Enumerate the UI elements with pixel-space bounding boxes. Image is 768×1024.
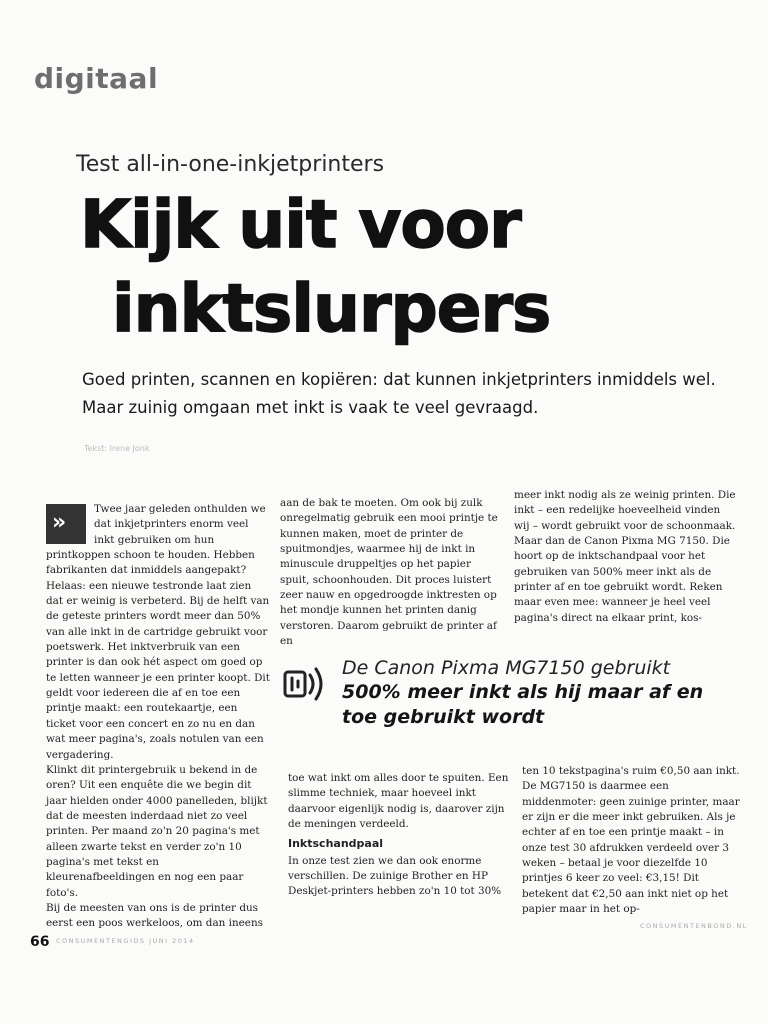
section-label: digitaal [34, 62, 159, 95]
paragraph: In onze test zien we dan ook enorme verschillen. De zuinige Brother en HP Deskjet-printers hebben zo'n 10 tot 30% [288, 854, 502, 898]
column-3-top [514, 488, 738, 626]
column-1 [46, 502, 270, 932]
paragraph: Bij de meesten van ons is de printer dus eerst een poos werkeloos, om dan ineens [46, 901, 263, 930]
footer-publication: CONSUMENTENGIDS JUNI 2014 [56, 937, 195, 945]
chevron-double-right-icon: ›› [46, 504, 86, 544]
audio-waves-icon [283, 664, 325, 704]
headline-line-2: inktslurpers [112, 270, 551, 347]
subheading: Inktschandpaal [288, 837, 384, 851]
paragraph: toe wat inkt om alles door te spuiten. Een slimme techniek, maar hoeveel inkt daarvoor eigenlijk nodig is, daarover zijn de meningen verdeeld. [288, 772, 509, 831]
pullquote-line-1: De Canon Pixma MG7150 gebruikt [342, 657, 671, 679]
column-2-top [280, 496, 502, 649]
footer-website: CONSUMENTENBOND.NL [640, 922, 748, 930]
page-number: 66 [30, 934, 50, 950]
intro-text: Goed printen, scannen en kopiëren: dat kunnen inkjetprinters inmiddels wel. Maar zuinig omgaan met inkt is vaak te veel gevraagd. [82, 370, 716, 417]
headline-line-1: Kijk uit voor [80, 186, 521, 263]
byline: Tekst: Irene Jonk [84, 444, 150, 453]
paragraph: ten 10 tekstpagina's ruim €0,50 aan inkt. De MG7150 is daarmee een middenmoter: geen zuinige printer, maar er zijn er die meer inkt gebruiken. Als je echter af en toe een printje maakt – in onze test 30 afdrukken verdeeld over 3 weken – betaal je voor diezelfde 10 printjes 6 keer zo veel: €3,15! Dit betekent dat €2,50 aan inkt niet op het papier maar in het op- [522, 765, 740, 916]
kicker: Test all-in-one-inkjetprinters [76, 152, 385, 177]
paragraph: meer inkt nodig als ze weinig printen. Die inkt – een redelijke hoeveelheid vinden wij – wordt gebruikt voor de schoonmaak. Maar dan de Canon Pixma MG 7150. Die hoort op de inktschandpaal voor het gebruiken van 500% meer inkt als de printer af en toe gebruikt wordt. Reken maar even mee: wanneer je heel veel pagina's direct na elkaar print, kos- [514, 489, 736, 624]
paragraph: Twee jaar geleden onthulden we dat inkjetprinters enorm veel inkt gebruiken om hun printkoppen schoon te houden. Hebben fabrikanten dat inmiddels aangepakt? Helaas: een nieuwe testronde laat zien dat er weinig is verbeterd. Bij de helft van de geteste printers wordt meer dan 50% van alle inkt in de cartridge gebruikt voor poetswerk. Het inktverbruik van een printer is dan ook hét aspect om goed op te letten wanneer je een printer koopt. Dit geldt voor iedereen die af en toe een printje maakt: een routekaartje, een ticket voor een concert en zo nu en dan wat meer pagina's, zoals notulen van een vergadering. [46, 503, 270, 761]
paragraph: aan de bak te moeten. Om ook bij zulk onregelmatig gebruik een mooi printje te kunnen maken, moet de printer de spuitmondjes, waarmee hij de inkt in minuscule druppeltjes op het papier spuit, schoonhouden. Dit proces luistert zeer nauw en opgedroogde inktresten op het mondje kunnen het printen danig verstoren. Daarom gebruikt de printer af en [280, 497, 498, 648]
paragraph: Klinkt dit printergebruik u bekend in de oren? Uit een enquête die we begin dit jaar hielden onder 4000 panelleden, blijkt dat de meesten inderdaad niet zo veel printen. Per maand zo'n 20 pagina's met alleen zwarte tekst en verder zo'n 10 pagina's met tekst en kleurenafbeeldingen en nog een paar foto's. [46, 763, 268, 899]
column-3-bottom [522, 764, 744, 917]
column-2-bottom [288, 771, 510, 900]
pullquote-line-2: 500% meer inkt als hij maar af en toe gebruikt wordt [342, 681, 704, 728]
